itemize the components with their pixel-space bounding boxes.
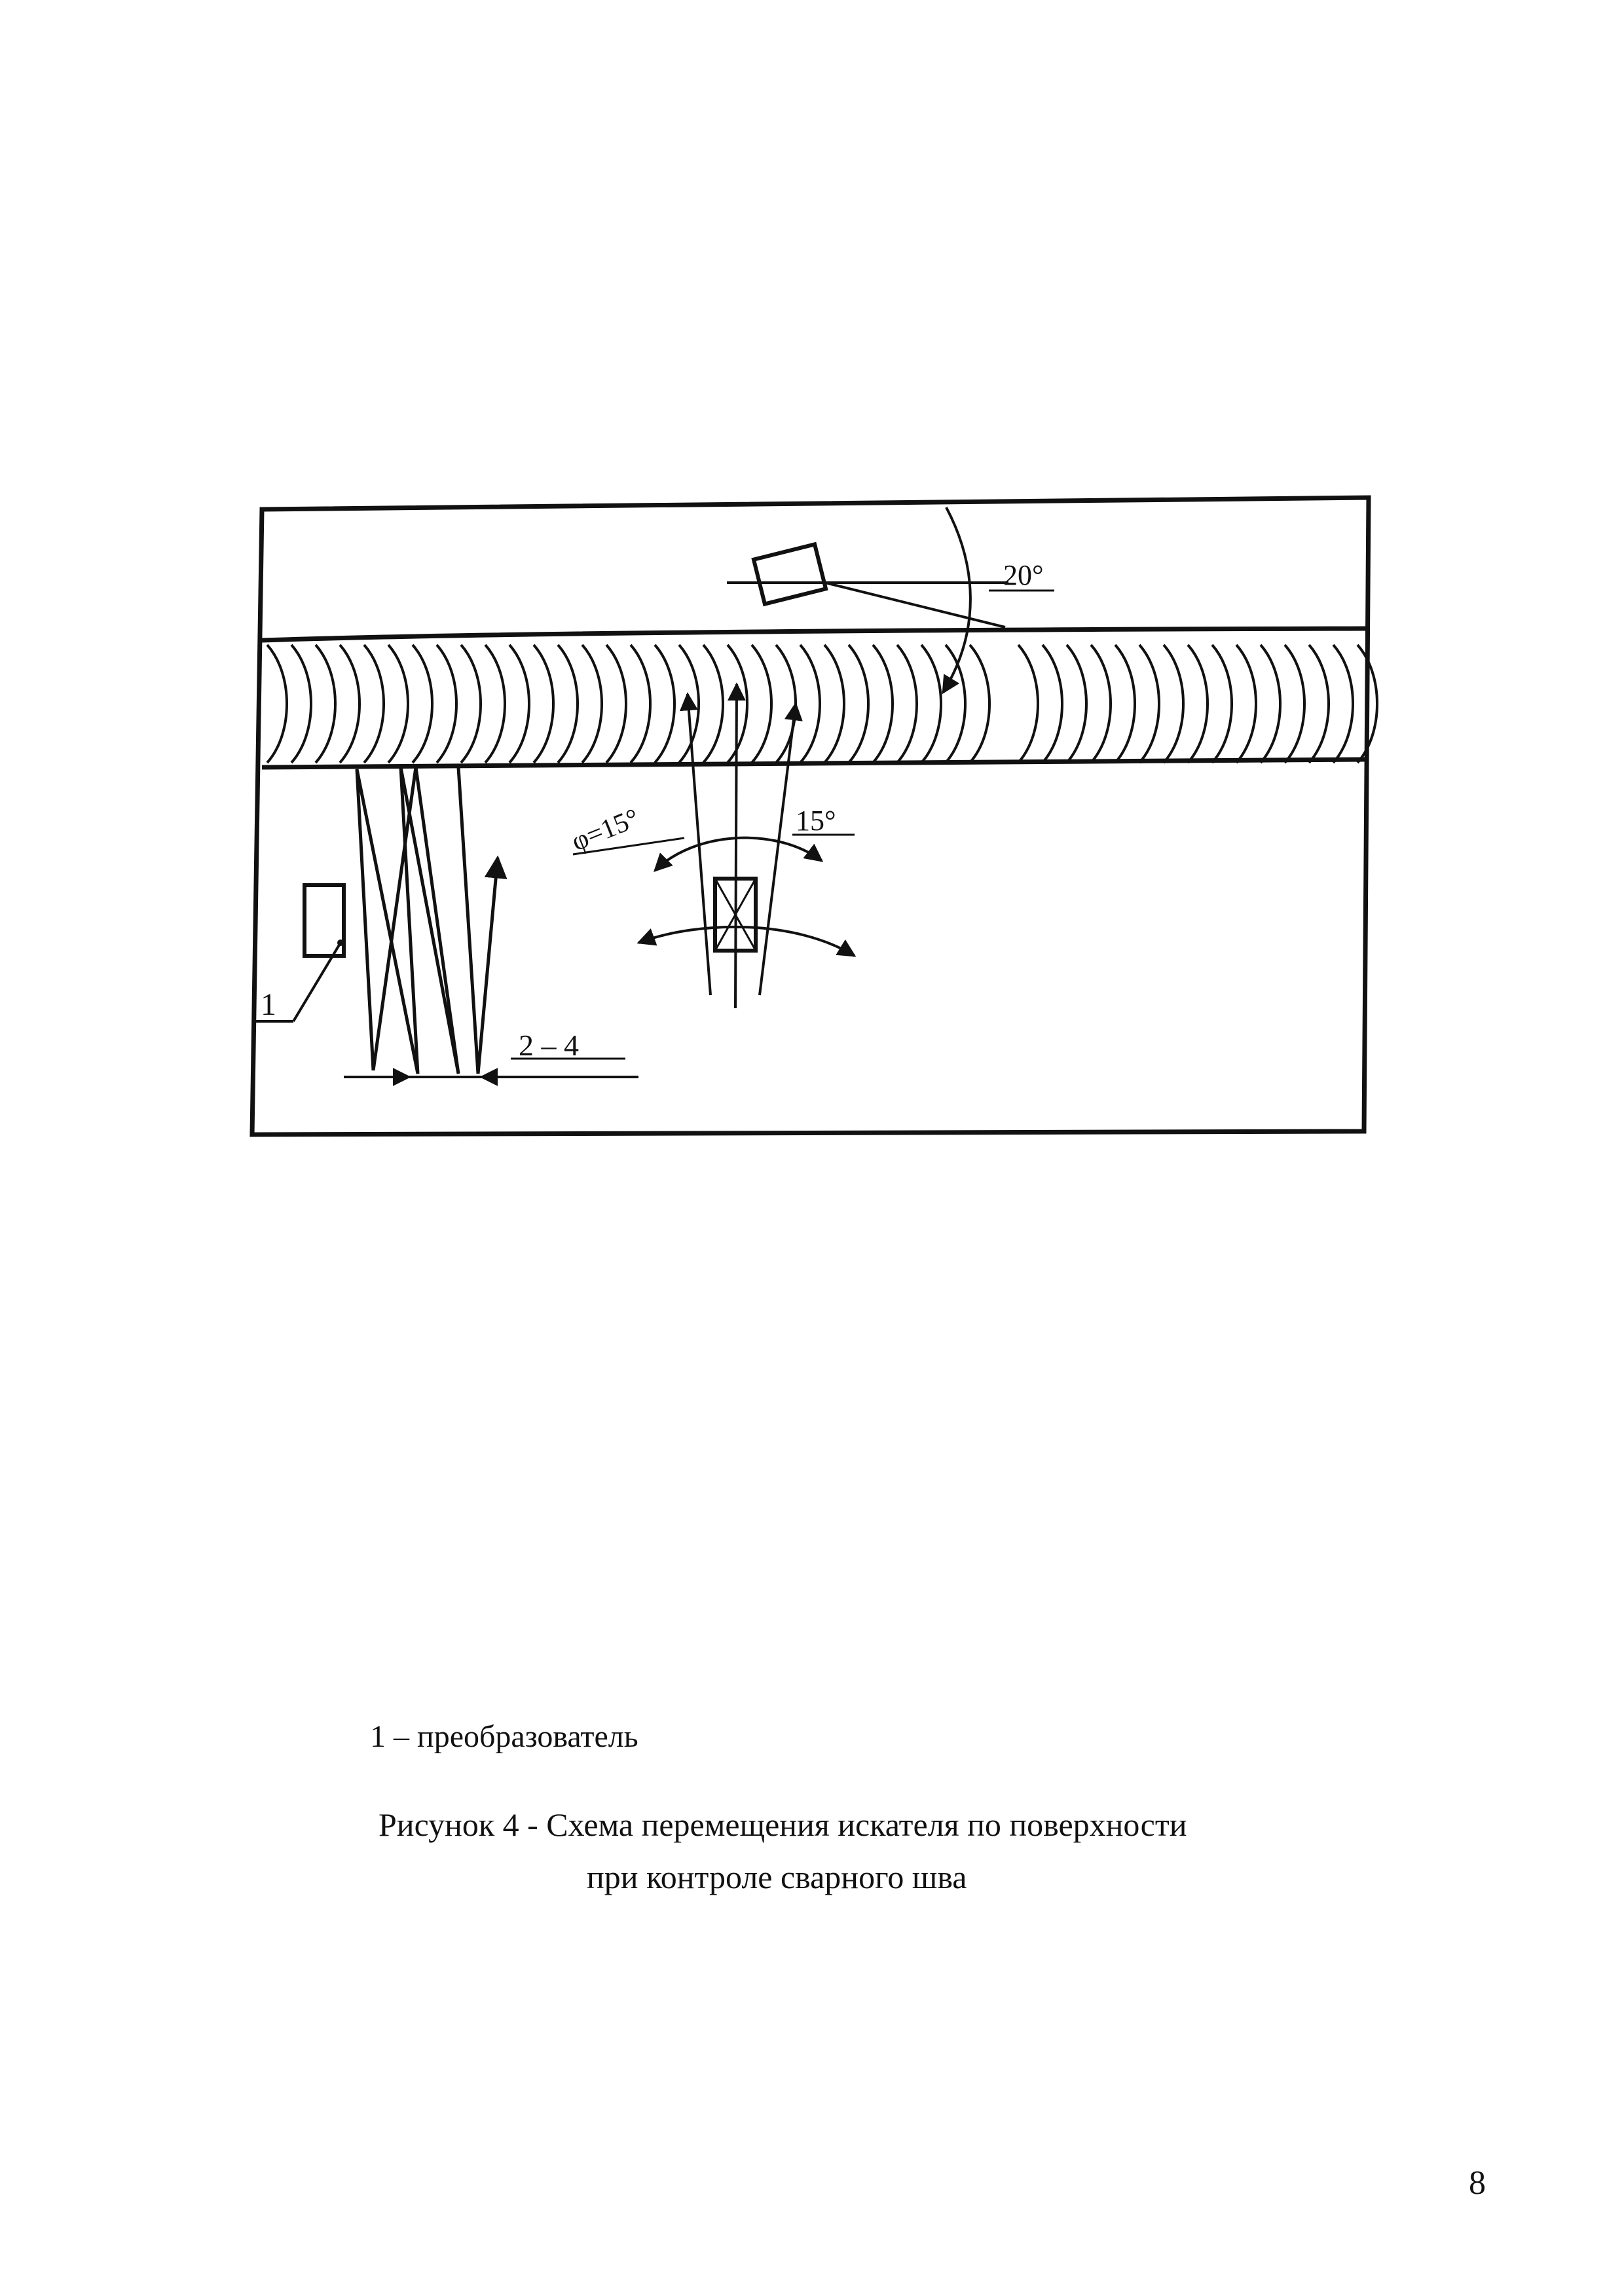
weld-ripple-arc [849, 645, 868, 763]
weld-ripple-arc [1115, 645, 1135, 763]
weld-ripple-arc [509, 645, 529, 763]
weld-ripple-arc [558, 645, 578, 763]
weld-ripple-arc [1333, 645, 1353, 763]
transducer-number-label: 1 [261, 987, 276, 1022]
weld-ripple-arc [606, 645, 626, 763]
weld-ripple-arc [437, 645, 456, 763]
weld-ripple-arc [461, 645, 481, 763]
weld-ripple-arc [1043, 645, 1062, 763]
zigzag-scan-path [344, 767, 638, 1077]
weld-ripple-arc [703, 645, 723, 763]
legend-item-1: 1 – преобразователь [370, 1719, 638, 1754]
weld-ripple-arc [1188, 645, 1208, 763]
weld-ripples [267, 645, 1377, 763]
weld-ripple-arc [897, 645, 917, 763]
top-probe [727, 507, 1054, 693]
weld-ripple-arc [413, 645, 432, 763]
weld-ripple-arc [316, 645, 335, 763]
weld-ripple-arc [340, 645, 360, 763]
angle-side-label: 15° [796, 805, 836, 837]
weld-seam [262, 629, 1377, 767]
weld-ripple-arc [534, 645, 553, 763]
weld-ripple-arc [485, 645, 505, 763]
weld-ripple-arc [1067, 645, 1086, 763]
weld-ripple-arc [1309, 645, 1329, 763]
angle-top-label: 20° [1003, 559, 1044, 591]
weld-ripple-arc [800, 645, 820, 763]
weld-ripple-arc [291, 645, 311, 763]
weld-ripple-arc [776, 645, 796, 763]
weld-ripple-arc [946, 645, 965, 763]
weld-ripple-arc [873, 645, 893, 763]
angle-phi-label: φ=15° [567, 803, 644, 858]
weld-ripple-arc [1212, 645, 1232, 763]
weld-ripple-arc [655, 645, 674, 763]
weld-ripple-arc [1091, 645, 1111, 763]
weld-ripple-arc [970, 645, 989, 763]
step-range-label: 2 – 4 [519, 1029, 579, 1062]
weld-ripple-arc [364, 645, 384, 763]
weld-ripple-arc [582, 645, 602, 763]
figure-caption-line-1: Рисунок 4 - Схема перемещения искателя по поверхности [378, 1806, 1187, 1843]
weld-ripple-arc [631, 645, 650, 763]
weld-ripple-arc [1018, 645, 1038, 763]
figure-caption-line-2: при контроле сварного шва [587, 1859, 967, 1895]
weld-ripple-arc [824, 645, 844, 763]
weld-ripple-arc [1236, 645, 1256, 763]
page-number: 8 [1469, 2164, 1486, 2202]
center-probe [573, 684, 855, 1008]
weld-ripple-arc [388, 645, 408, 763]
weld-ripple-arc [921, 645, 941, 763]
weld-ripple-arc [1261, 645, 1280, 763]
weld-ripple-arc [752, 645, 771, 763]
weld-ripple-arc [267, 645, 287, 763]
weld-ripple-arc [1285, 645, 1304, 763]
weld-ripple-arc [1164, 645, 1183, 763]
weld-ripple-arc [1139, 645, 1159, 763]
